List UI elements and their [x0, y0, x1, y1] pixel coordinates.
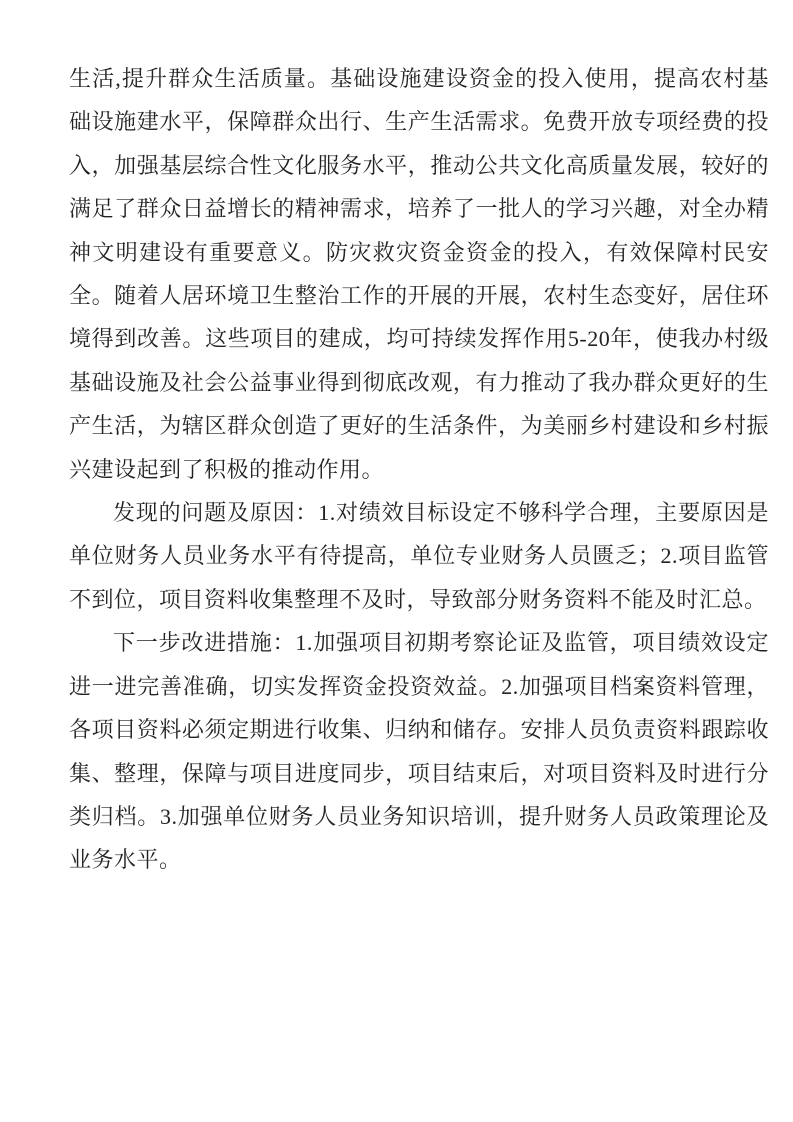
paragraph-improvement-measures: 下一步改进措施：1.加强项目初期考察论证及监管，项目绩效设定进一进完善准确，切实发挥资金投资效益。2.加强项目档案资料管理，各项目资料必须定期进行收集、归纳和储存。安排人员负责资料跟踪收集、整理，保障与项目进度同步，项目结束后，对项目资料及时进行分类归档。3.加强单位财务人员业务知识培训，提升财务人员政策理论及业务水平。: [69, 630, 769, 873]
paragraph-problems-and-causes: 发现的问题及原因：1.对绩效目标设定不够科学合理，主要原因是单位财务人员业务水平有待提高，单位专业财务人员匮乏；2.项目监管不到位，项目资料收集整理不及时，导致部分财务资料不能及时汇总。: [69, 500, 769, 612]
paragraph-project-benefits: 生活,提升群众生活质量。基础设施建设资金的投入使用，提高农村基础设施建水平，保障群众出行、生产生活需求。免费开放专项经费的投入，加强基层综合性文化服务水平，推动公共文化高质量发展，较好的满足了群众日益增长的精神需求，培养了一批人的学习兴趣，对全办精神文明建设有重要意义。防灾救灾资金资金的投入，有效保障村民安全。随着人居环境卫生整治工作的开展的开展，农村生态变好，居住环境得到改善。这些项目的建成，均可持续发挥作用5-20年，使我办村级基础设施及社会公益事业得到彻底改观，有力推动了我办群众更好的生产生活，为辖区群众创造了更好的生活条件，为美丽乡村建设和乡村振兴建设起到了积极的推动作用。: [69, 66, 769, 482]
